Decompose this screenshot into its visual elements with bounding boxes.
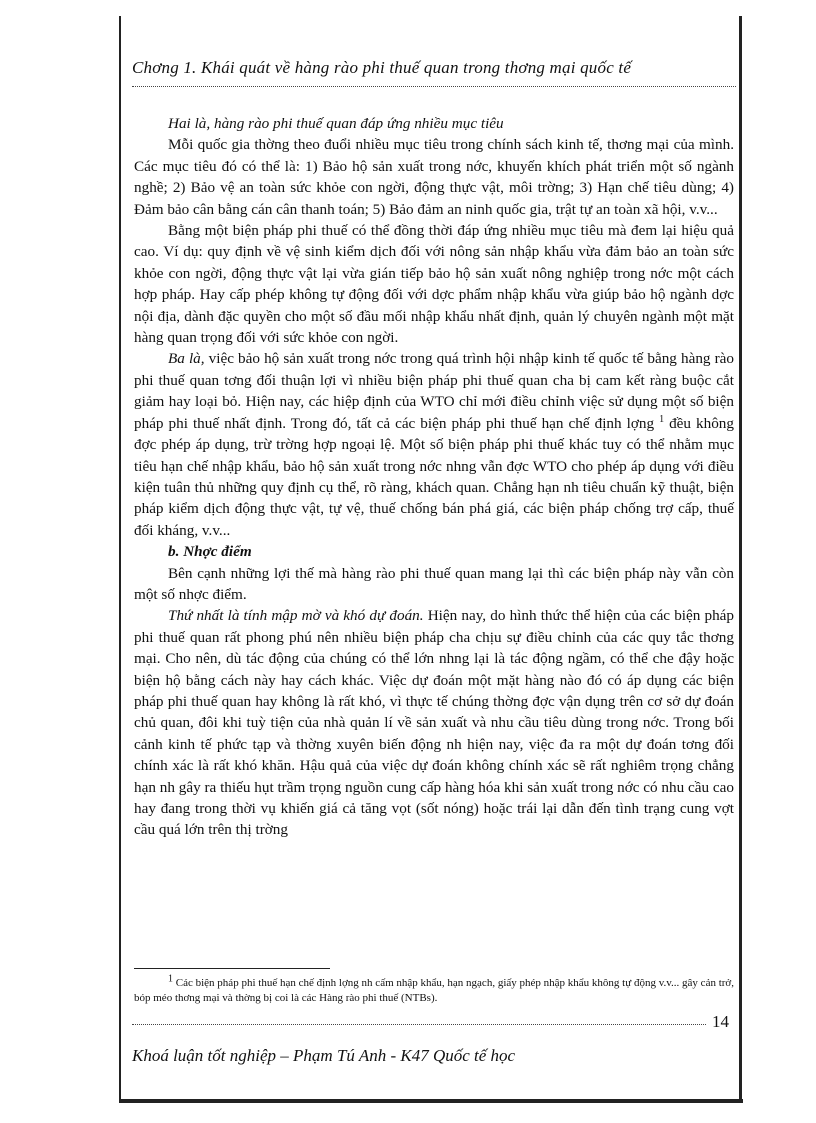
paragraph-lead: Ba là, xyxy=(168,350,205,368)
paragraph xyxy=(134,605,734,840)
footnote-rule xyxy=(134,968,330,969)
running-footer: Khoá luận tốt nghiệp – Phạm Tú Anh - K47 Quốc tế học xyxy=(132,1046,516,1065)
paragraph xyxy=(134,348,734,541)
paragraph-text: việc bảo hộ sản xuất trong nớc trong quá trình hội nhập kinh tế quốc tế bằng hàng rào phi thuế quan tơng đối thuận lợi vì nhiều biện pháp phi thuế quan cha bị cam kết ràng buộc cắt giảm hay loại bỏ. Hiện nay, các hiệp định của WTO chỉ mới điều chỉnh việc sử dụng một số biện pháp phi thuế nhất định. Trong đó, tất cả các biện pháp phi thuế hạn chế định lợng xyxy=(134,350,734,432)
footnote-text: Các biện pháp phi thuế hạn chế định lợng nh cấm nhập khẩu, hạn ngạch, giấy phép nhập khẩu không tự động v.v... gây cản trở, bóp méo thơng mại và thờng bị coi là các Hàng rào phi thuế (NTBs). xyxy=(134,977,734,1004)
section-heading: b. Nhợc điểm xyxy=(168,543,252,561)
paragraph xyxy=(134,134,734,220)
paragraph-lead: Hai là, hàng rào phi thuế quan đáp ứng nhiều mục tiêu xyxy=(168,115,504,132)
running-header: Chơng 1. Khái quát về hàng rào phi thuế quan trong thơng mại quốc tế xyxy=(132,58,632,77)
paragraph xyxy=(134,220,734,348)
paragraph-text: Bằng một biện pháp phi thuế có thể đồng thời đáp ứng nhiều mục tiêu mà đem lại hiệu quả cao. Ví dụ: quy định về vệ sinh kiểm dịch đối với nông sản nhập khẩu vừa đảm bảo an toàn sức khỏe con ngời, động thực vật lại vừa gián tiếp bảo hộ sản xuất nông nghiệp trong nớc một cách hợp pháp. Hay cấp phép không tự động đối với dợc phẩm nhập khẩu vừa giúp bảo hộ ngành dợc nội địa, dành đặc quyền cho một số đầu mối nhập khẩu nhất định, quản lý chuyên ngành một mặt hàng quan trọng đối với sức khỏe con ngời. xyxy=(134,222,734,347)
paragraph-text: Mỗi quốc gia thờng theo đuổi nhiều mục tiêu trong chính sách kinh tế, thơng mại của mình. Các mục tiêu đó có thể là: 1) Bảo hộ sản xuất trong nớc, khuyến khích phát triển một số ngành nghề; 2) Bảo vệ an toàn sức khỏe con ngời, động thực vật, môi trờng; 3) Hạn chế tiêu dùng; 4) Đảm bảo cân bằng cán cân thanh toán; 5) Bảo đảm an ninh quốc gia, trật tự an toàn xã hội, v.v... xyxy=(134,136,734,218)
footer-rule xyxy=(132,1024,706,1025)
page-frame-bottom xyxy=(119,1099,743,1103)
paragraph-text-after: đều không đợc phép áp dụng, trừ trờng hợp ngoại lệ. Một số biện pháp phi thuế khác tuy có thể nhằm mục tiêu hạn chế nhập khẩu, bảo hộ sản xuất trong nớc nhng vẫn đợc WTO cho phép áp dụng với điều kiện tuân thủ những quy định cụ thể, rõ ràng, khách quan. Chẳng hạn nh tiêu chuẩn kỹ thuật, biện pháp kiểm dịch động thực vật, tự vệ, thuế chống bán phá giá, các biện pháp chống trợ cấp, thuế đối kháng, v.v... xyxy=(134,414,734,539)
paragraph-text: Bên cạnh những lợi thế mà hàng rào phi thuế quan mang lại thì các biện pháp này vẫn còn một số nhợc điểm. xyxy=(134,564,734,603)
footnote xyxy=(134,973,734,1006)
paragraph-lead: Thứ nhất là tính mập mờ và khó dự đoán. xyxy=(168,607,424,625)
paragraph-heading-hai-la xyxy=(134,113,734,134)
paragraph-text: Hiện nay, do hình thức thể hiện của các biện pháp phi thuế quan rất phong phú nên nhiều biện pháp cha chịu sự điều chỉnh của các quy tắc thơng mại. Cho nên, dù tác động của chúng có thể lớn nhng lại là tác động ngầm, có thể che đậy hoặc biện hộ bằng cách này hay cách khác. Việc dự đoán một mặt hàng nào đó có áp dụng các biện pháp phi thuế quan hay không là rất khó, vì thực tế chúng thờng đợc vận dụng trên cơ sở dự đoán chủ quan, đôi khi tuỳ tiện của nhà quản lí về sản xuất và nhu cầu tiêu dùng trong nớc. Trong bối cảnh kinh tế phức tạp và thờng xuyên biến động nh hiện nay, việc đa ra một dự đoán tơng đối chính xác là rất khó khăn. Hậu quả của việc dự đoán không chính xác sẽ rất nghiêm trọng chẳng hạn nh gây ra thiếu hụt trầm trọng nguồn cung cấp hàng hóa khi sản xuất trong nớc có nhu cầu cao hay đang trong thời vụ khiến giá cả tăng vọt (sốt nóng) hoặc trái lại dẫn đến tình trạng cung vợt cầu quá lớn trên thị trờng xyxy=(134,607,734,839)
footnote-reference[interactable]: 1 xyxy=(659,413,665,425)
body-content xyxy=(134,113,734,841)
paragraph xyxy=(134,563,734,606)
header-rule xyxy=(132,86,736,87)
footnote-mark: 1 xyxy=(168,973,173,985)
page-number: 14 xyxy=(712,1012,729,1031)
